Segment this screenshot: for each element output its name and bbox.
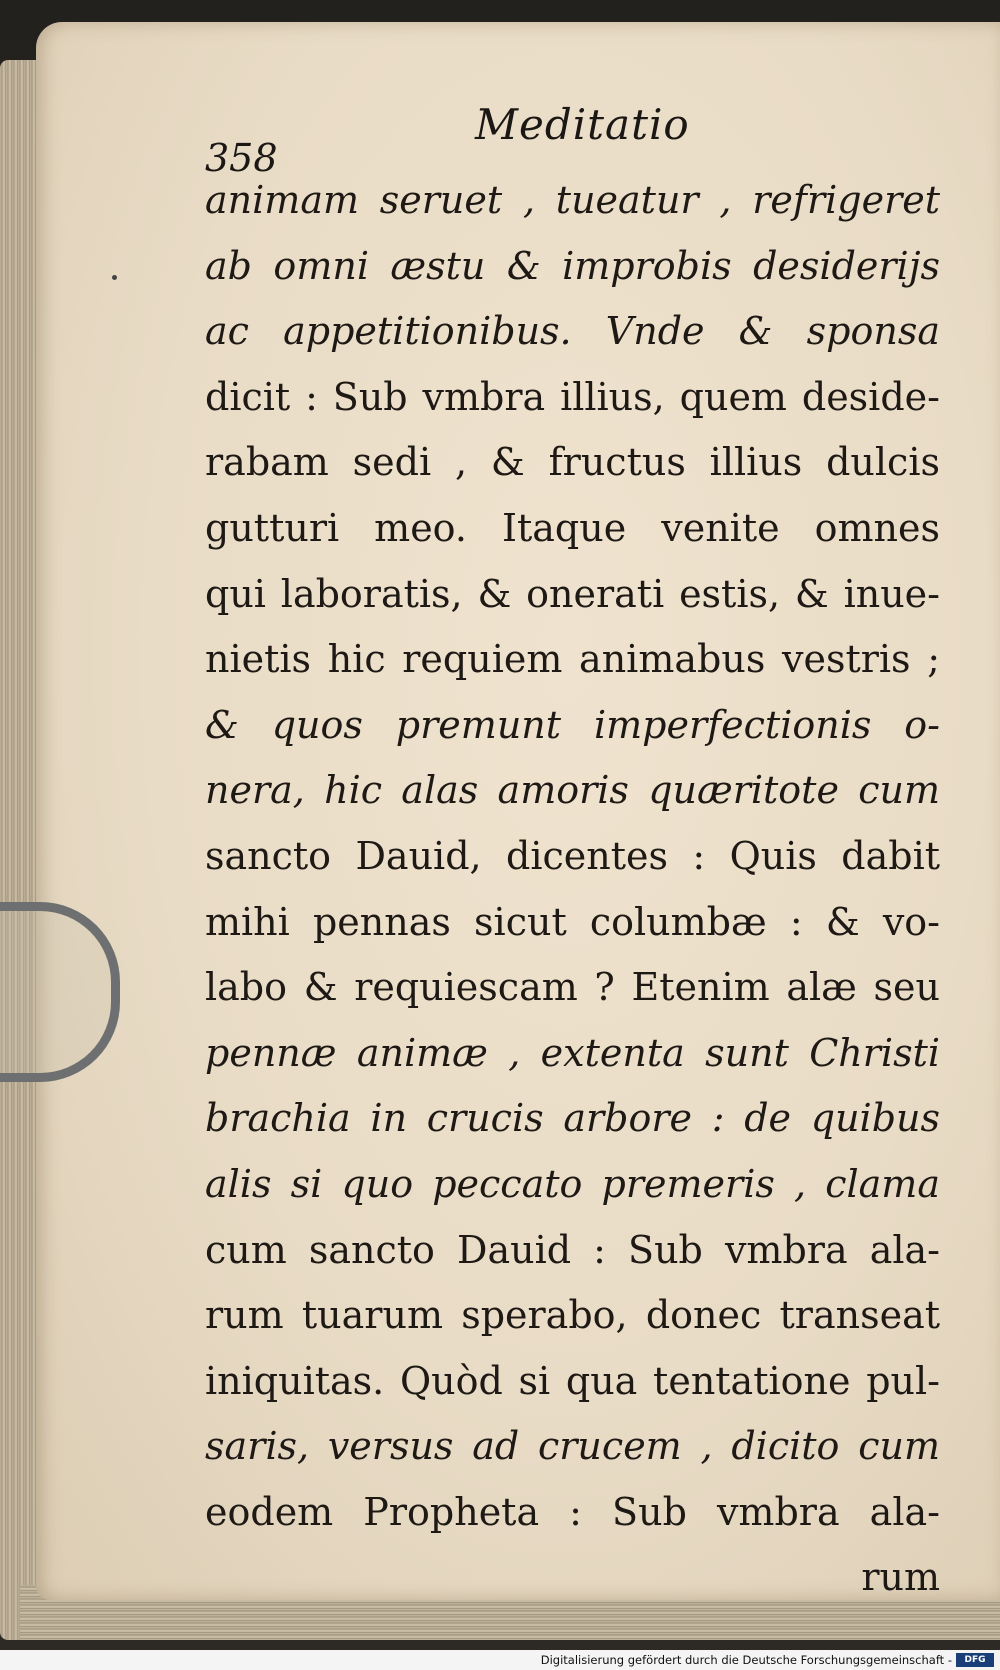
text-line: dicit : Sub vmbra illius, quem deside- (205, 374, 940, 419)
text-line: sancto Dauid, dicentes : Quis dabit (205, 833, 940, 878)
text-line: animam seruet , tueatur , refrigeret (205, 178, 940, 222)
text-line: alis si quo peccato premeris , clama (205, 1161, 940, 1206)
text-line: rum tuarum sperabo, donec transeat (205, 1293, 940, 1338)
funding-credit: Digitalisierung gefördert durch die Deutsche Forschungsgemeinschaft - (540, 1653, 952, 1667)
text-line: cum sancto Dauid : Sub vmbra ala- (205, 1227, 940, 1272)
text-line: qui laboratis, & onerati estis, & inue- (205, 571, 940, 616)
page-header (205, 100, 945, 180)
page-number: 358 (205, 136, 278, 180)
text-line: eodem Propheta : Sub vmbra ala- (205, 1489, 940, 1534)
text-line: nera, hic alas amoris quæritote cum (205, 768, 940, 813)
catchword: rum (861, 1555, 940, 1600)
body-text (205, 168, 940, 1611)
text-line: nietis hic requiem animabus vestris ; (205, 637, 940, 682)
text-line: ac appetitionibus. Vnde & sponsa (205, 309, 940, 354)
text-line: iniquitas. Quòd si qua tentatione pul- (205, 1358, 940, 1403)
text-line: brachia in crucis arbore : de quibus (205, 1096, 940, 1141)
text-line: rabam sedi , & fructus illius dulcis (205, 440, 940, 485)
text-line: labo & requiescam ? Etenim alæ seu (205, 965, 940, 1010)
text-line: ab omni æstu & improbis desiderijs (205, 243, 940, 288)
text-line: gutturi meo. Itaque venite omnes (205, 505, 940, 550)
ink-speck (112, 275, 117, 280)
text-line: pennæ animæ , extenta sunt Christi (205, 1030, 940, 1075)
running-title: Meditatio (475, 100, 690, 149)
text-line: & quos premunt imperfectionis o- (205, 702, 940, 747)
text-line: saris, versus ad crucem , dicito cum (205, 1424, 940, 1469)
dfg-logo: DFG (956, 1653, 994, 1667)
footer-bar (0, 1650, 1000, 1670)
text-line: mihi pennas sicut columbæ : & vo- (205, 899, 940, 944)
